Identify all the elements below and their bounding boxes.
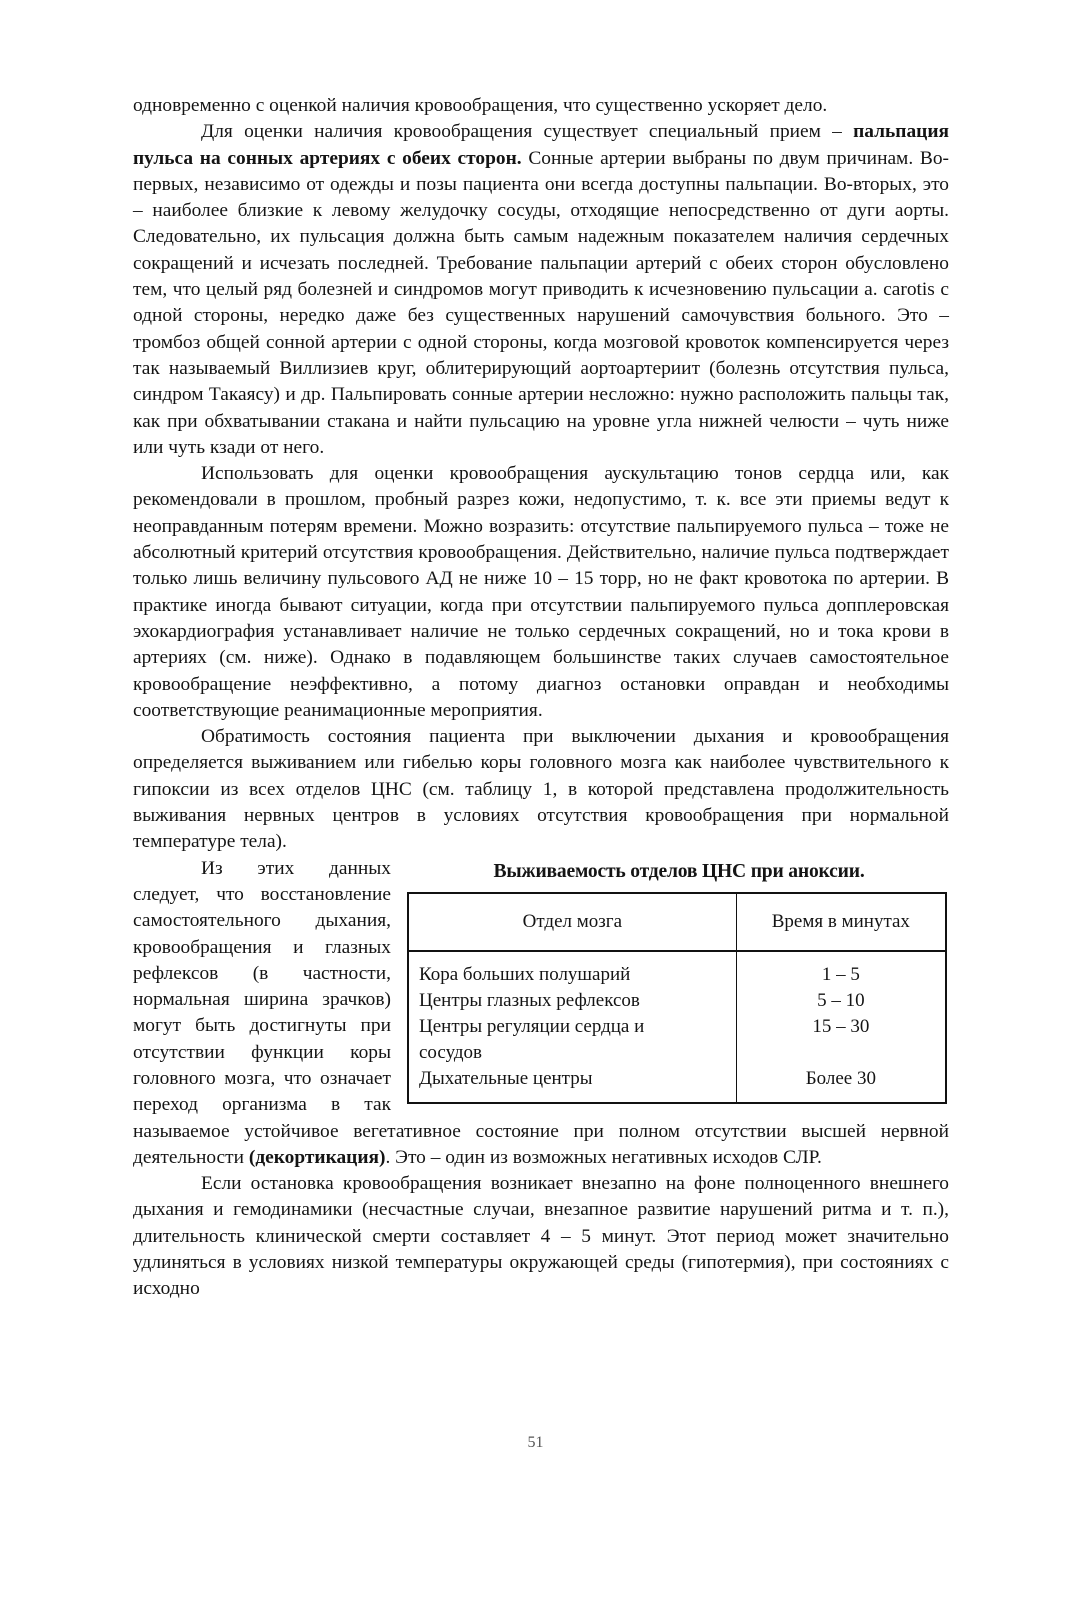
table-block xyxy=(407,858,951,1104)
table-caption: Выживаемость отделов ЦНС при аноксии. xyxy=(493,860,865,882)
column-header-brain-section: Отдел мозга xyxy=(408,893,736,951)
paragraph-4-bold-term: (декортикация) xyxy=(248,1146,386,1168)
paragraph-5: Если остановка кровообращения возникает внезапно на фоне полноценного внешнего дыхания и гемодинамики (несчастные случаи, внезапное развитие нарушений ритма и т. п.), длительность клинической смерти составляет 4 – 5 минут. Этот период может значительно удлиняться в условиях низкой температуры окружающей среды (гипотермия), при состояниях с исходно xyxy=(133,1173,949,1300)
column-header-time: Время в минутах xyxy=(736,893,946,951)
table-cell-name: Кора больших полушарий xyxy=(408,951,736,988)
body-text xyxy=(133,93,949,1303)
table-cell-name: Дыхательные центры xyxy=(408,1066,736,1103)
table-cell-time: 5 – 10 xyxy=(736,988,946,1014)
survival-table xyxy=(407,892,947,1104)
paragraph-3: Обратимость состояния пациента при выключении дыхания и кровообращения определяется выживанием или гибелью коры головного мозга как наиболее чувствительного к гипоксии из всех отделов ЦНС (см. таблицу 1, в которой представлена продолжительность выживания нервных центров в условиях отсутствия кровообращения при нормальной температуре тела). xyxy=(133,726,949,853)
paragraph-4-lead: Из этих данных следует, что восстановление самостоятельного дыхания, кровообращения и глазных рефлексов (в частности, нормальная ширина зрачков) могут быть достигнуты при отсутствии функции коры головного мозга, что означает переход организма в так называемое устойчивое вегетативное состояние при полном отсутствии высшей нервной деятельности xyxy=(133,857,949,1168)
table-cell-time: 1 – 5 xyxy=(736,951,946,988)
paragraph-2: Использовать для оценки кровообращения аускультацию тонов сердца или, как рекомендовали в прошлом, пробный разрез кожи, недопустимо, т. к. все эти приемы ведут к неоправданным потерям времени. Можно возразить: отсутствие пальпируемого пульса – тоже не абсолютный критерий отсутствия кровообращения. Действительно, наличие пульса подтверждает только лишь величину пульсового АД не ниже 10 – 15 торр, но не факт кровотока по артерии. В практике иногда бывают ситуации, когда при отсутствии пальпируемого пульса допплеровская эхокардиография устанавливает наличие не только сердечных сокращений, но и тока крови в артериях (см. ниже). Однако в подавляющем большинстве таких случаев самостоятельное кровообращение неэффективно, а потому диагноз остановки оправдан и необходимы соответствующие реанимационные мероприятия. xyxy=(133,463,949,721)
paragraph-1-bold-term: пальпация пульса на сонных артериях с обеих сторон. xyxy=(133,121,949,169)
table-cell-time: Более 30 xyxy=(736,1066,946,1103)
paragraph-0: одновременно с оценкой наличия кровообращения, что существенно ускоряет дело. xyxy=(133,95,828,116)
table-cell-name: Центры регуляции сердца и сосудов xyxy=(408,1014,736,1066)
table-row xyxy=(408,1066,946,1103)
table-header-row xyxy=(408,893,946,951)
table-cell-name: Центры глазных рефлексов xyxy=(408,988,736,1014)
paragraph-1 xyxy=(133,119,949,461)
paragraph-4-rest: . Это – один из возможных негативных исходов СЛР. xyxy=(385,1146,822,1168)
table-row xyxy=(408,988,946,1014)
table-row xyxy=(408,1014,946,1066)
paragraph-1-lead: Для оценки наличия кровообращения существует специальный прием – xyxy=(201,121,842,143)
table-row xyxy=(408,951,946,988)
paragraph-1-rest: Сонные артерии выбраны по двум причинам. Во-первых, независимо от одежды и позы пациента они всегда доступны пальпации. Во-вторых, это – наиболее близкие к левому желудочку сосуды, отходящие непосредственно от дуги аорты. Следовательно, их пульсация должна быть самым надежным показателем наличия сердечных сокращений и исчезать последней. Требование пальпации артерий с обеих сторон обусловлено тем, что целый ряд болезней и синдромов могут приводить к исчезновению пульсации a. carotis с одной стороны, нередко даже без существенных нарушений самочувствия больного. Это – тромбоз общей сонной артерии с одной стороны, когда мозговой кровоток компенсируется через так называемый Виллизиев круг, облитерирующий аортоартериит (болезнь отсутствия пульса, синдром Такаясу) и др. Пальпировать сонные артерии несложно: нужно расположить пальцы так, как при обхватывании стакана и найти пульсацию на уровне угла нижней челюсти – чуть ниже или чуть кзади от него. xyxy=(133,147,949,458)
table-cell-time: 15 – 30 xyxy=(736,1014,946,1066)
page-number: 51 xyxy=(527,1434,544,1451)
